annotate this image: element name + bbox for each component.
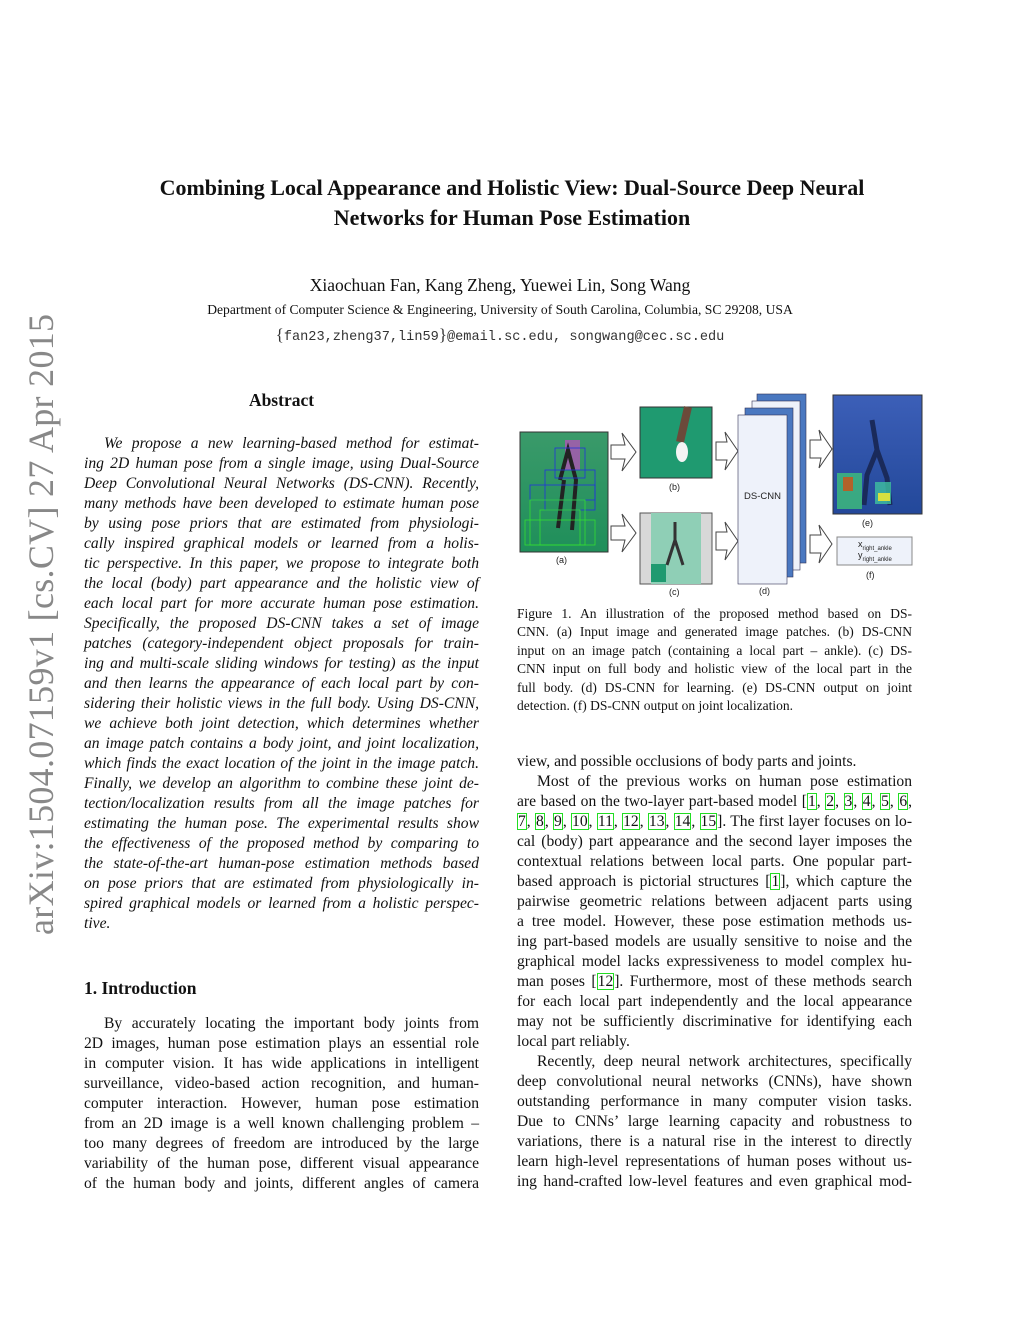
text-line: variability of the human pose, different visual appearance [84,1155,479,1172]
caption-line: detection. (f) DS-CNN output on joint localization. [517,697,793,713]
detection-image-e [833,395,922,514]
text-line: the local (body) part appearance and the holistic view of [84,575,479,592]
text-line: and then learns the appearance of each local part by con- [84,675,479,692]
citation-link[interactable]: 5 [881,793,889,810]
text-line: the effectiveness of the proposed method by comparing to [84,835,479,852]
brace: } [438,325,447,344]
authors: Xiaochuan Fan, Kang Zheng, Yuewei Lin, Song Wang [309,275,691,295]
text-line: We propose a new learning-based method for estimat- [104,435,479,452]
input-image-a [520,432,608,552]
text-line: Deep Convolutional Neural Networks (DS-CNN). Recently, [84,475,479,492]
text-line: ing hand-crafted low-level features and even graphical mod- [517,1173,912,1190]
citation-link[interactable]: 7 [518,813,526,830]
citation-link[interactable]: 8 [536,813,544,830]
label-f: (f) [866,570,875,580]
text-line: spired graphical models or learned from a holistic perspec- [84,895,479,912]
paper-title [60,173,964,233]
text-line: Recently, deep neural network architectures, specifically [537,1053,912,1070]
text-line: patches (category-independent object proposals for train- [84,635,479,652]
text-line: cal (body) part appearance and the second layer imposes the [517,833,912,850]
text-line: estimating the human pose. The experimental results show [84,815,479,832]
text-line: view, and possible occlusions of body parts and joints. [517,753,857,770]
text-line: outstanding performance in many computer vision tasks. [517,1093,912,1110]
citation-link[interactable]: 9 [554,813,562,830]
text-line: tic perspective. In this paper, we propose to integrate both [84,555,479,572]
text-line: surveillance, video-based action recognition, and human- [84,1075,479,1092]
text-line: we achieve both joint detection, which determines whether [84,715,479,732]
text-line: too many degrees of freedom are introduced by the large [84,1135,479,1152]
text-line: Due to CNNs’ large learning capacity and robustness to [517,1113,912,1130]
text-line: which finds the exact location of the joint in the image patch. [84,755,479,772]
subscript: right_ankle [862,556,892,563]
text-line: computer interaction. However, human pose estimation [84,1095,479,1112]
text-line: on pose priors that are estimated from physiologically in- [84,875,479,892]
patch-image-b [640,407,712,478]
text-line: graphical model lacks expressiveness to model complex hu- [517,953,912,970]
text-line: learn high-level representations of human poses without us- [517,1153,912,1170]
text-line: may not be sufficiently discriminative for identifying each [517,1013,912,1030]
text-line: Most of the previous works on human pose estimation [537,773,912,790]
text-line: sidering their holistic views in the full body. Using DS-CNN, [84,695,479,712]
label-d: (d) [759,586,770,596]
label-c: (c) [669,587,680,597]
subscript: right_ankle [862,545,892,552]
affiliation: Department of Computer Science & Engineering, University of South Carolina, Columbia, SC 29208, USA [207,302,793,317]
citation-link[interactable]: 12 [597,973,614,990]
citation-link[interactable]: 1 [808,793,816,810]
text-line: based approach is pictorial structures [1], which capture the [517,873,912,890]
citation-link[interactable]: 2 [826,793,835,810]
intro-heading: 1. Introduction [84,978,197,998]
text-line: By accurately locating the important body joints from [104,1015,479,1032]
label-e: (e) [862,518,873,528]
citation-link[interactable]: 12 [623,813,639,830]
citation-link[interactable]: 6 [899,793,908,810]
brace: { [275,325,284,344]
citation-link[interactable]: 11 [597,813,613,830]
citation-link[interactable]: 4 [862,793,871,810]
arxiv-identifier: arXiv:1504.07159v1 [cs.CV] 27 Apr 2015 [21,313,61,935]
text-line: local part reliably. [517,1033,630,1050]
text-line: Finally, we develop an algorithm to combine these joint de- [84,775,479,792]
text-line: many methods have been developed to estimate human pose [84,495,479,512]
text-line: variations, there is a natural rise in the interest to directly [517,1133,912,1150]
email-group: fan23,zheng37,lin59 [283,330,439,345]
text-line: tection/localization results from all the image patches for [84,795,479,812]
citation-link[interactable]: 14 [674,813,691,830]
right-column-body [517,752,912,1192]
caption-line: CNN. (a) Input image and generated image patches. (b) DS-CNN [517,624,912,640]
citation-link[interactable]: 1 [771,873,780,890]
emails [0,325,1000,345]
text-line: of the human body and joints, different angles of camera [84,1175,479,1192]
figure-caption [517,605,912,715]
label-b: (b) [669,482,680,492]
y-output [858,550,892,563]
title-line: Networks for Human Pose Estimation [333,205,691,230]
citation-link[interactable]: 3 [844,793,853,810]
text-line: in computer vision. It has wide applications in intelligent [84,1055,479,1072]
caption-line: Figure 1. An illustration of the proposed method based on DS- [517,606,912,621]
text-line: cally inspired graphical models or learned from a holis- [84,535,479,552]
text-line: deep convolutional neural networks (CNNs), have shown [517,1073,912,1090]
text-line: contextual relations between local parts. One popular part- [517,853,912,870]
text-line: ing and multi-scale sliding windows for testing) as the input [84,655,479,672]
intro-body [84,1014,479,1194]
citation-link[interactable]: 10 [572,813,588,830]
figure-1 [510,390,930,600]
text-line: from an 2D image is a well known challenging problem – [84,1115,479,1132]
text-line: pairwise geometric relations between adjacent parts using [517,893,912,910]
ds-cnn-stack [738,394,806,584]
text-line: by using pose priors that are estimated from physiologi- [84,515,479,532]
abstract-heading: Abstract [248,390,315,410]
x-symbol: x [858,539,863,549]
caption-line: full body. (d) DS-CNN for learning. (e) DS-CNN output on joint [517,679,912,695]
text-line: 7, 8, 9, 10, 11, 12, 13, 14, 15]. The first layer focuses on lo- [518,813,913,830]
text-line: Specifically, the proposed DS-CNN takes a set of image [84,615,479,632]
text-line: tive. [84,915,111,932]
citation-link[interactable]: 15 [700,813,717,830]
text-line: man poses [12]. Furthermore, most of these methods search [517,973,912,990]
text-line: each local part for more accurate human pose estimation. [84,595,479,612]
figure-graphics [510,390,930,600]
y-symbol: y [858,550,863,560]
text-line: are based on the two-layer part-based model [1, 2, 3, 4, 5, 6, [517,793,913,810]
text-line: an image patch contains a body joint, and joint localization, [84,735,479,752]
citation-link[interactable]: 13 [648,813,665,830]
text-line: a tree model. However, these pose estimation methods us- [517,913,912,930]
text-line: for each local part independently and the local appearance [517,993,912,1010]
caption-line: input on an image patch (containing a local part – ankle). (c) DS- [517,642,912,658]
text-line: ing 2D human pose from a single image, using Dual-Source [84,455,479,472]
text-line: the state-of-the-art human-pose estimation methods based [84,855,479,872]
title-line: Combining Local Appearance and Holistic View: Dual-Source Deep Neural [159,175,865,200]
abstract-body [84,434,479,934]
label-a: (a) [556,555,567,565]
text-line: 2D images, human pose estimation plays an essential role [84,1035,479,1052]
caption-line: CNN input on full body and holistic view of the local part in the [517,661,912,677]
fullbody-image-c [640,513,712,584]
email-rest: @email.sc.edu, songwang@cec.sc.edu [446,330,725,345]
text-line: ing part-based models are usually sensitive to noise and the [517,933,912,950]
ds-cnn-label: DS-CNN [744,491,781,502]
